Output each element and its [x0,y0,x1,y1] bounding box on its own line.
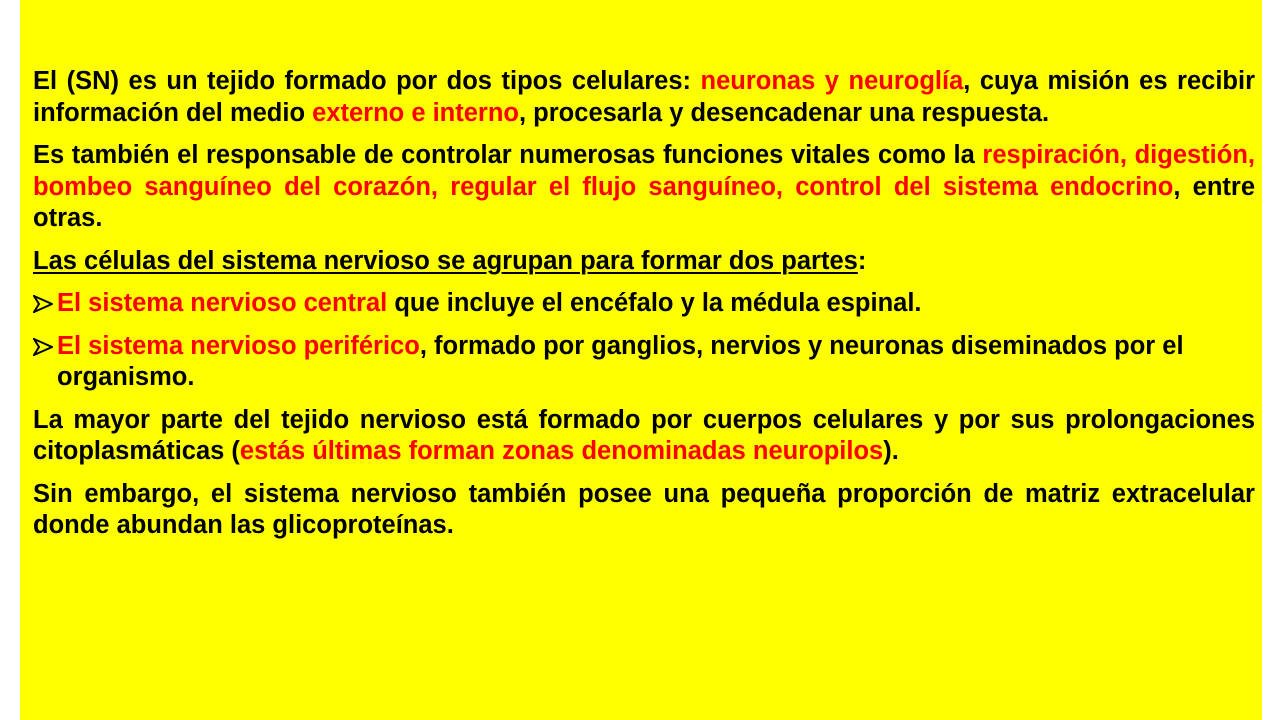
highlight-segment: El sistema nervioso central [57,289,388,317]
highlight-segment: neuronas y neuroglía [700,67,964,95]
highlight-segment: externo e interno [312,98,520,127]
highlight-segment: El sistema nervioso periférico [57,331,420,360]
text-segment: El (SN) es un tejido formado por dos tipos celulares: [33,67,701,95]
paragraph-parts-heading [33,246,1255,278]
text-segment: , entre otras. [33,172,1255,232]
paragraph-composition [33,405,1255,468]
text-segment: , cuya misión es recibir información del medio [33,67,1256,127]
bullet-item-central [33,288,1255,320]
arrow-bullet-icon [33,331,57,356]
text-segment: La mayor parte del tejido nervioso está formado por cuerpos celulares y por sus prolongaciones citoplasmáticas ( [33,405,1255,465]
slide-body [33,66,1255,553]
text-segment: que incluye el encéfalo y la médula espinal. [387,289,922,317]
highlight-segment: respiración, digestión, bombeo sanguíneo del corazón, regular el flujo sanguíneo, control del sistema endocrino [33,141,1255,201]
highlight-segment: estás últimas forman zonas denominadas neuropilos [239,437,884,465]
slide [20,0,1262,720]
text-segment: Sin embargo, el sistema nervioso también posee una pequeña proporción de matriz extracelular donde abundan las glicoproteínas. [33,479,1255,539]
bullet-item-peripheral [33,331,1255,394]
paragraph-functions [33,140,1255,235]
text-segment: : [857,246,867,275]
text-segment: , formado por ganglios, nervios y neuronas diseminados por el organismo. [57,331,1184,391]
text-segment: ). [883,437,899,465]
text-segment: Es también el responsable de controlar numerosas funciones vitales como la [33,141,983,169]
text-segment: , procesarla y desencadenar una respuesta. [519,98,1050,127]
arrow-bullet-icon [33,288,57,313]
paragraph-matrix [33,479,1255,542]
underlined-heading: Las células del sistema nervioso se agrupan para formar dos partes [33,246,858,275]
paragraph-definition [33,66,1255,129]
